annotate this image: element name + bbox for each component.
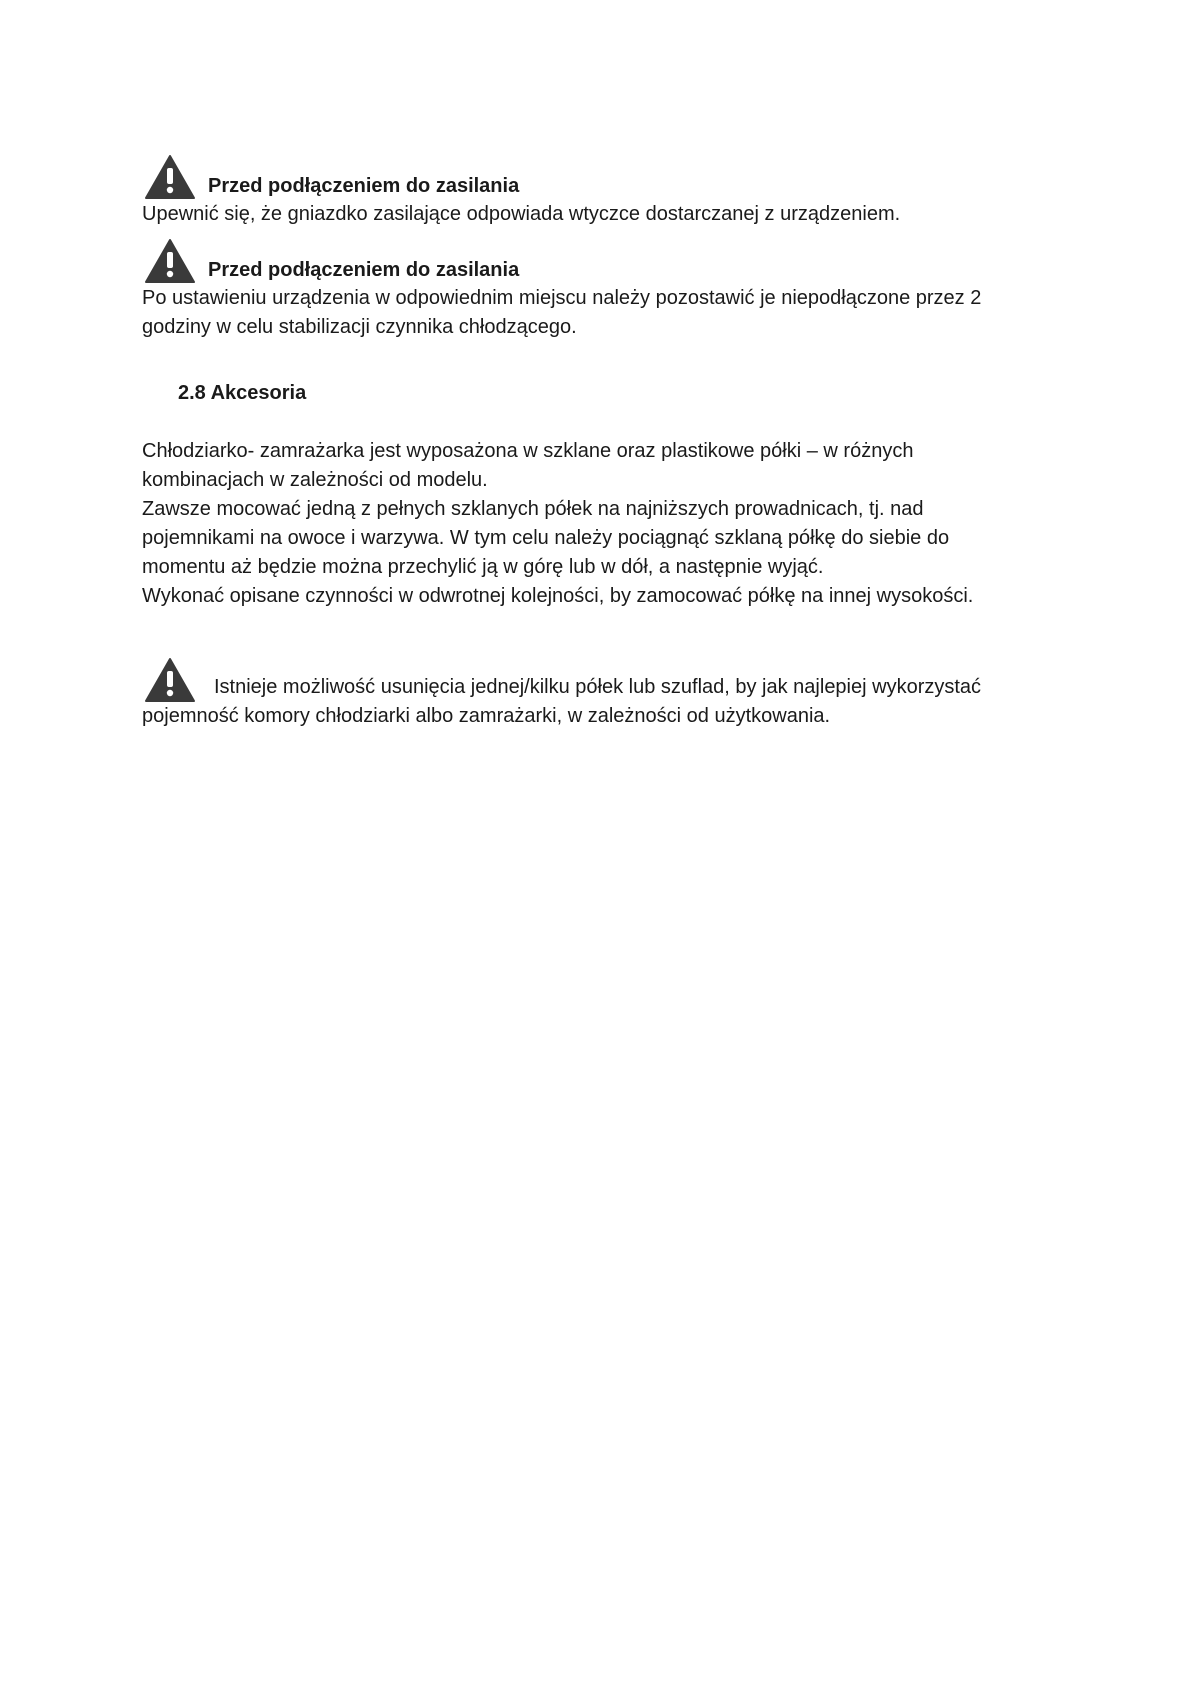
section-paragraph [142, 437, 1042, 611]
paragraph-line: kombinacjach w zależności od modelu. [142, 469, 488, 491]
note-block [142, 665, 1042, 731]
note-text-line: pojemność komory chłodziarki albo zamrażarki, w zależności od użytkowania. [142, 705, 831, 727]
paragraph-line: Wykonać opisane czynności w odwrotnej kolejności, by zamocować półkę na innej wysokości. [142, 585, 974, 607]
warning-title: Przed podłączeniem do zasilania [208, 259, 520, 281]
warning-triangle-icon [144, 657, 196, 703]
warning-text-line: Po ustawieniu urządzenia w odpowiednim miejscu należy pozostawić je niepodłączone przez 2 [142, 287, 982, 309]
warning-text: Upewnić się, że gniazdko zasilające odpowiada wtyczce dostarczanej z urządzeniem. [142, 203, 901, 225]
warning-block-1 [142, 154, 1042, 229]
note-text-line: Istnieje możliwość usunięcia jednej/kilku półek lub szuflad, by jak najlepiej wykorzystać [214, 676, 982, 698]
paragraph-line: Chłodziarko- zamrażarka jest wyposażona w szklane oraz plastikowe półki – w różnych [142, 440, 914, 462]
paragraph-line: Zawsze mocować jedną z pełnych szklanych półek na najniższych prowadnicach, tj. nad [142, 498, 924, 520]
warning-title: Przed podłączeniem do zasilania [208, 175, 520, 197]
warning-header [142, 154, 1042, 198]
warning-header [142, 238, 1042, 282]
section-heading: 2.8 Akcesoria [178, 382, 307, 404]
paragraph-line: momentu aż będzie można przechylić ją w górę lub w dół, a następnie wyjąć. [142, 556, 824, 578]
warning-triangle-icon [144, 154, 196, 200]
warning-triangle-icon [144, 238, 196, 284]
warning-block-2 [142, 238, 1042, 342]
warning-text-line: godziny w celu stabilizacji czynnika chłodzącego. [142, 316, 577, 338]
paragraph-line: pojemnikami na owoce i warzywa. W tym celu należy pociągnąć szklaną półkę do siebie do [142, 527, 950, 549]
